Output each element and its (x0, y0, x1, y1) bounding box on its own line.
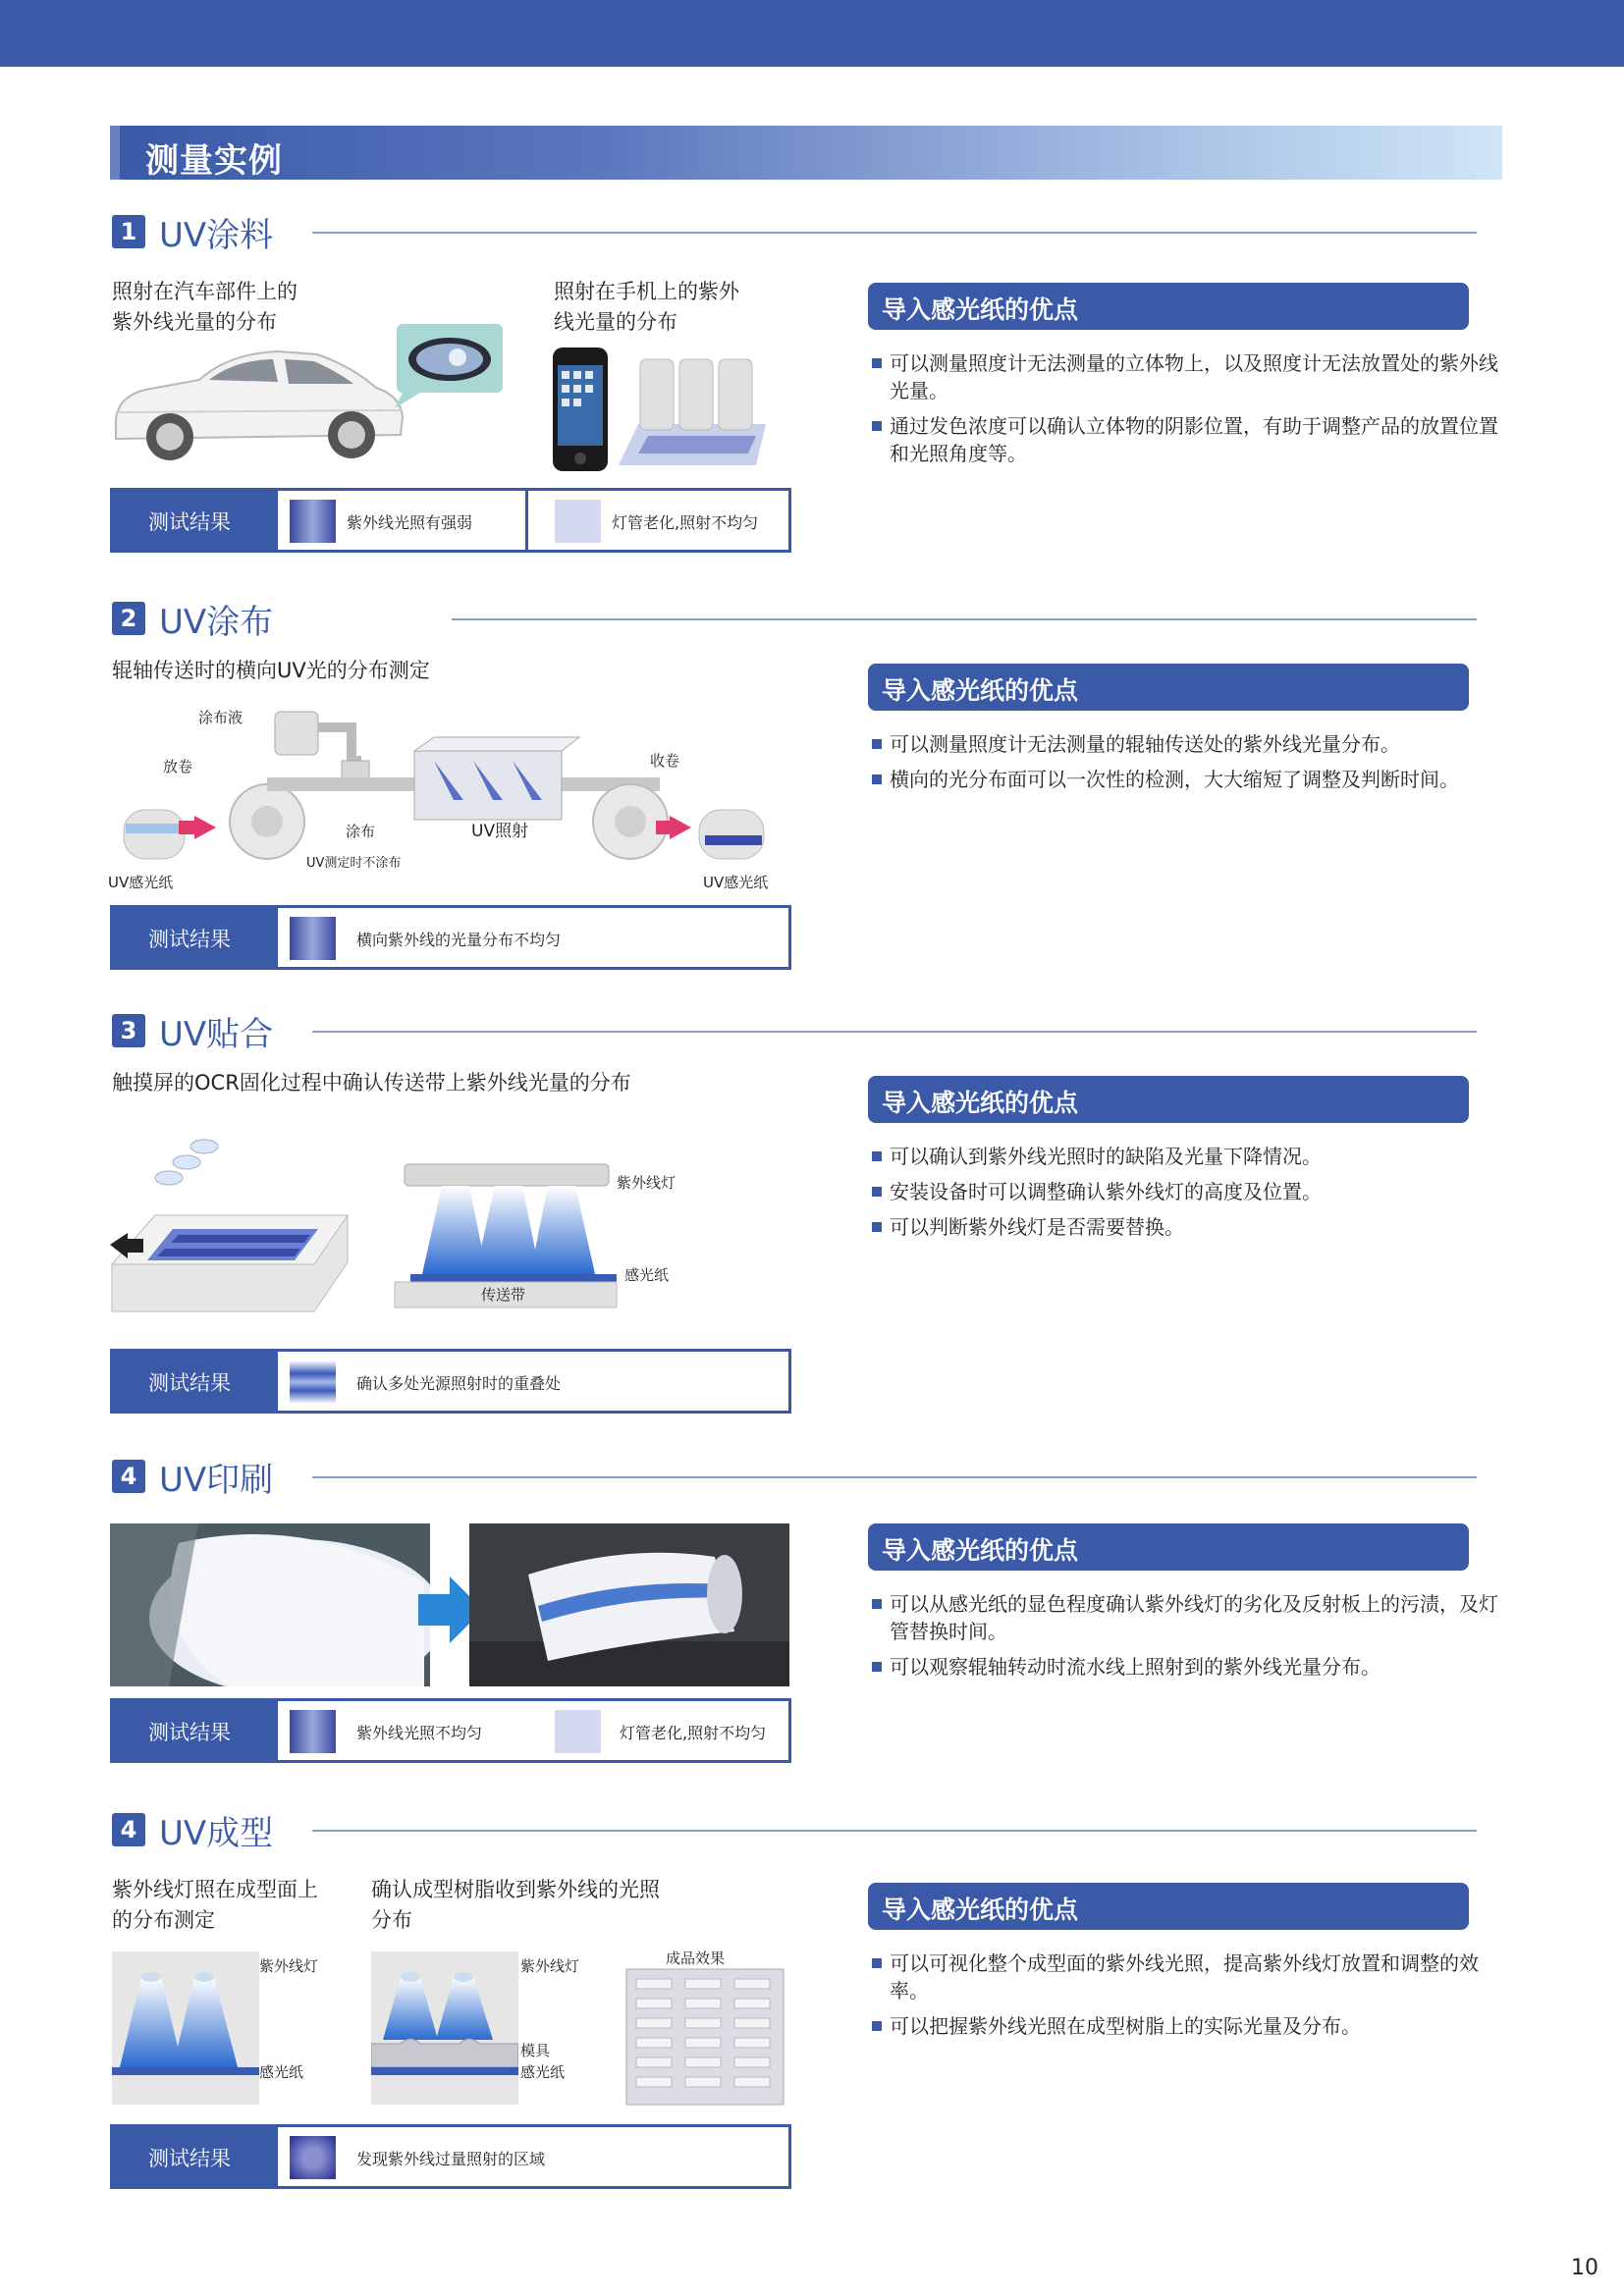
result-bar-uv-spread (110, 905, 791, 970)
advantage-title: 导入感光纸的优点 (882, 1089, 1079, 1117)
advantage-header (868, 1523, 1469, 1571)
phone-illustration (550, 346, 611, 475)
result-swatch-light (555, 500, 601, 543)
result-label-box (113, 491, 278, 550)
result-text: 确认多处光源照射时的重叠处 (356, 1374, 562, 1393)
section-number: 4 (112, 1813, 145, 1846)
label-rewind: 收卷 (650, 752, 680, 770)
label-paper-right: UV感光纸 (703, 874, 769, 891)
section-number: 3 (112, 1014, 145, 1047)
advantage-item: 可以确认到紫外线光照时的缺陷及光量下降情况。 (870, 1143, 1498, 1170)
advantage-list (870, 1949, 1498, 2048)
advantage-header (868, 1883, 1469, 1930)
printing-roll-with-paper-photo (469, 1523, 789, 1686)
label-effect: 成品效果 (666, 1949, 726, 1967)
result-bar-uv-molding (110, 2124, 791, 2189)
advantage-item: 安装设备时可以调整确认紫外线灯的高度及位置。 (870, 1178, 1498, 1205)
label-unwind: 放卷 (163, 758, 193, 775)
advantage-item: 通过发色浓度可以确认立体物的阴影位置，有助于调整产品的放置位置和光照角度等。 (870, 412, 1498, 467)
advantage-header (868, 664, 1469, 711)
advantage-title: 导入感光纸的优点 (882, 1896, 1079, 1924)
result-swatch-band (290, 1361, 336, 1404)
label-no-coat: UV测定时不涂布 (306, 856, 402, 871)
result-label: 测试结果 (148, 510, 231, 534)
label-uv: UV照射 (471, 822, 529, 841)
result-swatch-gradient (290, 917, 336, 960)
advantage-title: 导入感光纸的优点 (882, 676, 1079, 705)
label-paper-left: UV感光纸 (108, 874, 174, 891)
advantage-header (868, 283, 1469, 330)
caption-car: 照射在汽车部件上的 紫外线光量的分布 (112, 280, 298, 334)
section-header-uv-printing (112, 1455, 1477, 1498)
car-illustration (106, 319, 410, 471)
section-rule (312, 232, 1477, 234)
result-label: 测试结果 (148, 1721, 231, 1744)
label-lamp-1: 紫外线灯 (259, 1957, 319, 1975)
section-number: 2 (112, 602, 145, 635)
result-label-box (113, 908, 278, 967)
molding-surface-diagram (112, 1951, 259, 2105)
result-swatch-gradient (290, 500, 336, 543)
advantage-item: 可以测量照度计无法测量的立体物上，以及照度计无法放置处的紫外线光量。 (870, 349, 1498, 404)
phones-conveyor-illustration (619, 355, 772, 473)
result-text: 发现紫外线过量照射的区域 (356, 2150, 546, 2168)
section-caption: 辊轴传送时的横向UV光的分布测定 (112, 659, 430, 682)
section-title: UV贴合 (159, 1015, 274, 1054)
label-paper: 感光纸 (624, 1266, 670, 1284)
result-text: 横向紫外线的光量分布不均匀 (356, 931, 562, 949)
printing-roll-photo (110, 1523, 430, 1686)
label-belt: 传送带 (481, 1286, 526, 1304)
top-banner (0, 0, 1624, 67)
section-header-uv-coating (112, 210, 1477, 253)
headlight-bubble-icon (393, 322, 507, 410)
section-header-uv-spread (112, 597, 1477, 640)
advantage-item: 可以测量照度计无法测量的辊轴传送处的紫外线光量分布。 (870, 730, 1498, 758)
section-title: UV印刷 (159, 1461, 274, 1500)
advantage-header (868, 1076, 1469, 1123)
section-header-uv-bonding (112, 1009, 1477, 1052)
molding-resin-diagram (371, 1951, 518, 2105)
section-rule (312, 1830, 1477, 1832)
advantage-item: 可以从感光纸的显色程度确认紫外线灯的劣化及反射板上的污渍，及灯管替换时间。 (870, 1590, 1498, 1645)
section-number: 1 (112, 215, 145, 248)
label-liquid: 涂布液 (198, 709, 244, 726)
molded-product-sample (624, 1967, 785, 2107)
result-label: 测试结果 (148, 2147, 231, 2170)
result-bar-uv-printing (110, 1698, 791, 1763)
section-caption: 触摸屏的OCR固化过程中确认传送带上紫外线光量的分布 (112, 1071, 631, 1095)
touchscreen-conveyor-illustration (108, 1135, 353, 1321)
advantage-list (870, 349, 1498, 475)
section-rule (452, 618, 1477, 620)
section-title: UV涂料 (159, 216, 274, 255)
advantage-title: 导入感光纸的优点 (882, 295, 1079, 324)
caption-molding-surface: 紫外线灯照在成型面上 的分布测定 (112, 1878, 318, 1932)
advantage-list (870, 1590, 1498, 1688)
result-label: 测试结果 (148, 928, 231, 951)
section-title: UV成型 (159, 1814, 274, 1853)
result-divider (525, 491, 528, 550)
advantage-item: 横向的光分布面可以一次性的检测，大大缩短了调整及判断时间。 (870, 766, 1498, 793)
result-swatch-gradient (290, 1710, 336, 1753)
result-label-box (113, 1701, 278, 1760)
result-label-box (113, 1352, 278, 1411)
result-swatch-light (555, 1710, 601, 1753)
result-swatch-box (290, 2136, 336, 2179)
advantage-list (870, 1143, 1498, 1249)
caption-phone: 照射在手机上的紫外 线光量的分布 (554, 280, 739, 334)
page-number: 10 (1571, 2256, 1598, 2280)
section-title: UV涂布 (159, 603, 274, 642)
advantage-item: 可以把握紫外线光照在成型树脂上的实际光量及分布。 (870, 2012, 1498, 2040)
page-title: 测量实例 (145, 141, 283, 181)
section-number: 4 (112, 1460, 145, 1493)
section-header-uv-molding (112, 1808, 1477, 1851)
result-label: 测试结果 (148, 1371, 231, 1395)
section-rule (312, 1031, 1477, 1033)
section-rule (312, 1476, 1477, 1478)
label-paper-2: 感光纸 (520, 2063, 566, 2081)
result-text: 灯管老化,照射不均匀 (620, 1724, 767, 1742)
advantage-list (870, 730, 1498, 801)
caption-molding-resin: 确认成型树脂收到紫外线的光照 分布 (371, 1878, 660, 1932)
advantage-item: 可以可视化整个成型面的紫外线光照，提高紫外线灯放置和调整的效率。 (870, 1949, 1498, 2004)
advantage-title: 导入感光纸的优点 (882, 1536, 1079, 1565)
advantage-item: 可以观察辊轴转动时流水线上照射到的紫外线光量分布。 (870, 1653, 1498, 1681)
advantage-item: 可以判断紫外线灯是否需要替换。 (870, 1213, 1498, 1241)
result-label-box (113, 2127, 278, 2186)
result-text: 灯管老化,照射不均匀 (612, 513, 759, 532)
page-title-bar (110, 126, 1502, 180)
result-bar-uv-bonding (110, 1349, 791, 1414)
label-lamp: 紫外线灯 (617, 1174, 677, 1192)
result-bar-uv-coating (110, 488, 791, 553)
label-coat: 涂布 (346, 823, 376, 840)
label-paper-1: 感光纸 (259, 2063, 304, 2081)
result-text: 紫外线光照有强弱 (347, 513, 473, 532)
label-mold: 模具 (520, 2042, 551, 2059)
label-lamp-2: 紫外线灯 (520, 1957, 580, 1975)
result-text: 紫外线光照不均匀 (356, 1724, 483, 1742)
